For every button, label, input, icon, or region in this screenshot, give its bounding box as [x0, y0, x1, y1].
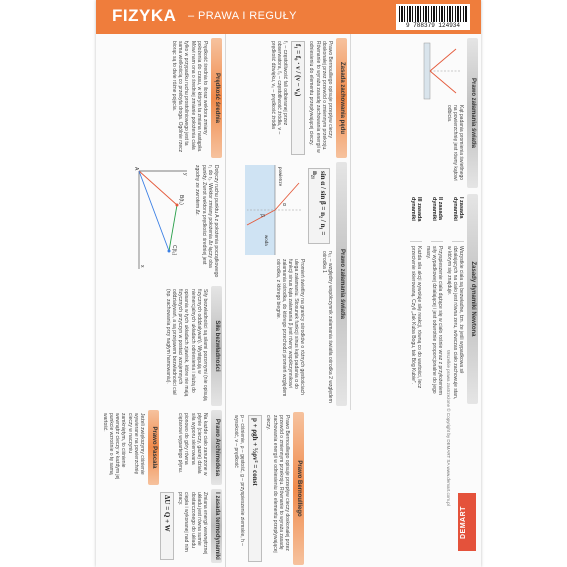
section-title-ped: Zasada zachowania pędu	[336, 38, 347, 158]
label-alpha: α	[281, 203, 287, 206]
predkosc-text-2: Dotyczy ruchu punktu A z położenia początkowego r₁ do r₂. Wektor zmiany położenia Δr łączy oba punkty. Zwrot wektora prędkości średniej jest zgodny ze zwrotem Δr.	[194, 165, 219, 278]
vector-r2	[139, 171, 169, 251]
label-axis-y: y	[182, 173, 189, 176]
column-middle	[226, 34, 351, 410]
section-title-predkosc: Prędkość średnia	[211, 38, 222, 158]
section-title-dynamika: Zasady dynamiki Newtona	[467, 194, 478, 404]
bernoulli-text: Prawo Bernoulliego opisuje przepływ cieczy doskonałej przez przewód o zmiennym przekroju. Równanie to wyraża zasadę zachowania energii w odniesieniu do elementu przepływającej cieczy.	[265, 415, 290, 553]
reflection-reflected-ray	[430, 71, 456, 93]
bezwladnosc-text: Siły bezwładności są siłami pozornymi (nie opisują fizycznych oddziaływań). Występują w nieinercjalnych układach odniesienia i służą do opisania w tych układach zjawisk, które nie mają fizycznych przyczyn w postaci wzajemnych oddziaływań, a są przejawem bezwładności ciał (np. zachowania przy nagłym hamowaniu).	[164, 289, 208, 401]
zalamanie-text: Promień świetlny na granicy ośrodków o różnych gęstościach ulega załamaniu. Stosunek funkcji sinus kąta padania α do funkcji sinus kąta załamania β jest równy współczynnikowi załamania ośrodka, do którego przechodzi promień względem ośrodka, z którego biegnie.	[275, 259, 305, 397]
rotated-content	[96, 34, 481, 567]
label-axis-x: x	[139, 265, 146, 268]
zalamanie-formula-desc: n₂₁ – względny współczynnik załamania światła ośrodka 2 względem ośrodka 1	[321, 251, 333, 403]
section-odbicie	[420, 38, 478, 188]
content-area	[96, 34, 481, 567]
barcode-bars	[399, 6, 467, 22]
cheat-sheet	[96, 0, 481, 567]
section-title-termodynamika: I zasada termodynamiki	[211, 489, 222, 563]
label-water: woda	[264, 235, 269, 246]
water-region	[245, 165, 275, 255]
section-title-bezwladnosc: Siła bezwładności	[211, 286, 222, 406]
termodynamika-text: Zmiana energii wewnętrznej układu jest równa sumie dostarczonego do układu ciepła i wykonanej nad nim pracy.	[177, 492, 208, 555]
column-left	[96, 34, 226, 567]
demart-logo	[458, 493, 476, 551]
section-termodynamika	[160, 489, 222, 563]
velocity-diagram	[128, 165, 191, 279]
ped-legend: f₁ – częstotliwość fali odbieranej przez obserwatora, f₀ – częstotliwość źródła, v – prędkość dźwięku, v₀ – prędkość źródła	[269, 41, 289, 135]
dynamika-text-2: Przyspieszenie ciała dążące się w ciało rośnie wraz z przyłożeniem siły wypadkowej działającej i jest odwrotnie proporcjonalne do jego masy.	[425, 246, 443, 395]
dynamika-label-2: II zasada dynamiki	[431, 197, 443, 242]
pascal-text: Jeżeli zwiększymy ciśnienie wywierane na powierzchnię cieczy w naczyniu zamkniętym, to ciśnienie wewnątrz cieczy w każdym jej punkcie wzrośnie o tę samą wartość.	[101, 413, 145, 480]
label-point-b: B(t₁)	[178, 195, 185, 205]
label-point-a: A	[133, 167, 140, 171]
bernoulli-legend: p – ciśnienie, ρ – gęstość, g – przyspieszenie ziemskie, h – wysokość, v – prędkość	[232, 415, 246, 546]
refraction-diagram	[245, 165, 305, 255]
vector-r1	[139, 171, 177, 205]
dynamika-label-3: III zasada dynamiki	[410, 197, 422, 242]
barcode	[396, 4, 470, 30]
bernoulli-formula: p + ρgh + ½ρv² = const	[248, 415, 262, 562]
copyright-footnote: Wszelkie prawa zastrzeżone © Copyright by DEMART SA www.demart.com.pl	[446, 350, 451, 506]
section-title-bernoulli: Prawo Bernoulliego	[293, 412, 304, 565]
header-bar	[96, 0, 481, 34]
section-archimedes	[177, 410, 222, 485]
reflection-diagram	[420, 41, 464, 101]
archimedes-text: Na każde ciało zanurzone w płynie (cieczy, gazie) działa siła wyporu skierowana pionowo do góry równa ciężarowi wypartego płynu.	[177, 413, 208, 476]
label-point-c: C(t₂)	[171, 245, 178, 256]
barcode-digits: 9 788379 124934	[405, 22, 460, 29]
predkosc-text-1: Prędkość średnia to iloraz wektora zmiany położenia do czasu, w którym ta zmiana nastąpiła. Mówi nam ona o średniej zmianie położenia ciała tylko w przypadku ruchu prostoliniowego jest ta sama wielkością co przebyta droga. Ogólnie rzecz biorąc są to dwie różne pojęcia.	[170, 41, 208, 153]
dynamika-text-3: Każda siła akcji wywołuje siłę reakcji, równą co do wartości, lecz przeciwnie skierowaną. Czyli „Jak Kuba Bogu, tak Bóg Kubie”.	[410, 246, 422, 389]
velocity-diagram-svg	[133, 165, 191, 275]
page-subtitle: – PRAWA I REGUŁY	[188, 10, 297, 22]
dynamika-text-1: Wszystkie ciała są bezwładne, tzn. że jeśli wypadkowa sił działających na ciało jest równa zeru, wówczas ciało zachowuje stan, w którym się znajduje.	[446, 246, 464, 400]
section-ped	[270, 38, 347, 158]
dynamika-label-1: I zasada dynamiki	[452, 197, 464, 242]
section-title-archimedes: Prawo Archimedesa	[211, 410, 222, 485]
section-bernoulli	[233, 412, 304, 565]
demart-logo-text: DEMART	[460, 506, 467, 539]
reflection-incident-ray	[430, 49, 456, 71]
ped-text: Prawo Bernoulliego opisuje przepływ cieczy doskonałej przez przewód o zmiennym przekroju. Równanie to wyraża zasadę zachowania energii w odniesieniu do elementu przepływającej cieczy.	[308, 41, 333, 153]
section-predkosc-2	[128, 162, 222, 282]
section-bezwladnosc	[165, 286, 222, 406]
label-air: powietrze	[278, 167, 283, 187]
section-title-odbicie: Prawo załamania światła	[467, 38, 478, 188]
section-title-pascal: Prawo Pascala	[148, 410, 159, 485]
label-beta: β	[259, 214, 265, 217]
mirror-surface	[424, 43, 430, 99]
incident-ray	[275, 183, 299, 210]
ped-formula: f₁ = f₀ · v / (v − v₀)	[291, 41, 305, 155]
page-title: FIZYKA	[112, 6, 177, 25]
section-dynamika	[410, 194, 478, 404]
odbicie-row	[420, 41, 464, 185]
zalamanie-formula: sin α / sin β = n₂ / n₁ = n₂₁	[308, 168, 330, 244]
odbicie-text: Kąt padania promienia świetlnego na powierzchnię jest równy kątowi odbicia.	[446, 105, 464, 181]
dynamika-row-3	[410, 197, 422, 401]
termodynamika-formula: ΔU = Q + W	[160, 492, 174, 560]
section-predkosc	[171, 38, 222, 158]
zalamanie-content-row	[245, 165, 305, 403]
zalamanie-formula-row	[308, 165, 333, 403]
section-title-zalamanie: Prawo załamania światła	[336, 162, 347, 406]
section-zalamanie	[245, 162, 347, 406]
column-bernoulli	[226, 410, 306, 567]
section-pascal	[102, 410, 159, 485]
dynamika-row-2	[425, 197, 443, 401]
column-right	[351, 34, 481, 567]
